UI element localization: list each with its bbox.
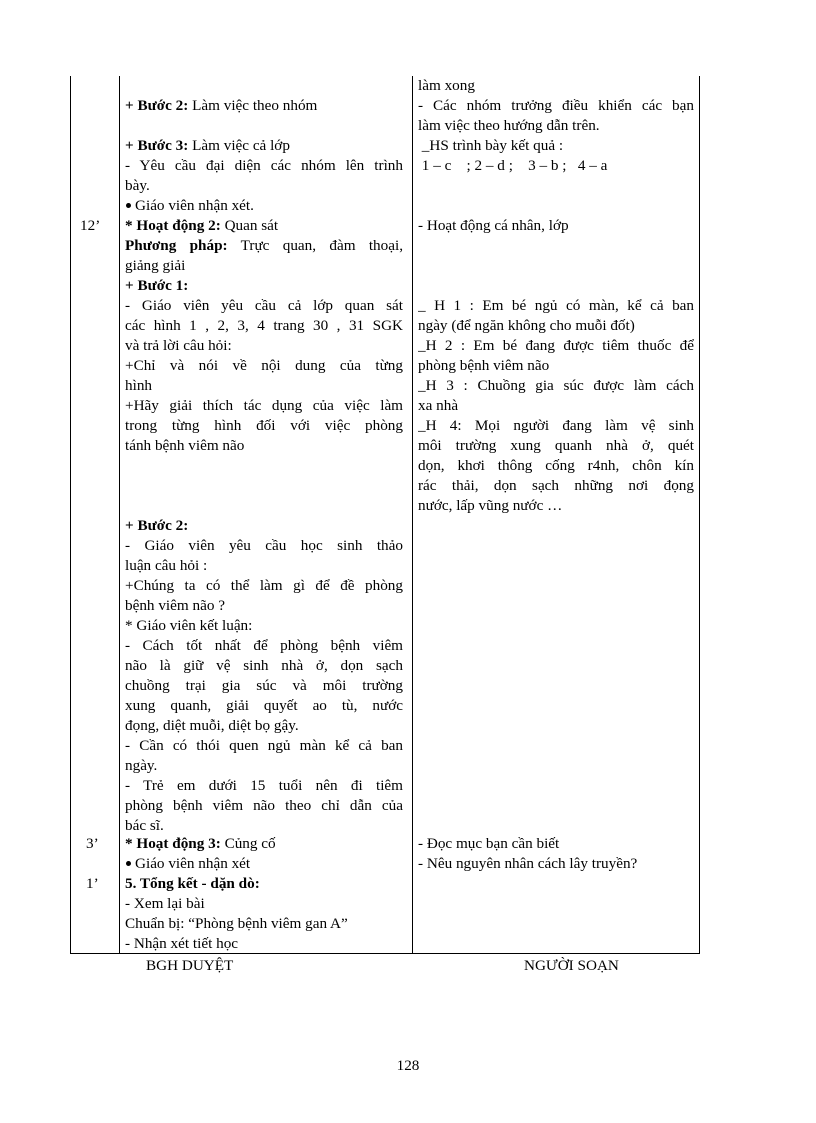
student-line: rác thải, dọn sạch những nơi đọng	[418, 477, 694, 494]
student-line: 1 – c ; 2 – d ; 3 – b ; 4 – a	[418, 157, 608, 174]
teacher-line: luận câu hỏi :	[125, 557, 208, 574]
time-cell: 1’	[86, 875, 99, 892]
student-line: _ H 1 : Em bé ngủ có màn, kể cả ban	[418, 297, 694, 314]
teacher-line: Giáo viên nhận xét.	[125, 196, 254, 216]
teacher-line: tánh bệnh viêm não	[125, 437, 245, 454]
teacher-line: não là giữ vệ sinh nhà ở, dọn sạch	[125, 657, 403, 674]
teacher-line: Giáo viên nhận xét	[125, 854, 250, 874]
student-line: làm xong	[418, 77, 475, 94]
teacher-line: - Xem lại bài	[125, 895, 205, 912]
student-line: - Đọc mục bạn cần biết	[418, 835, 560, 852]
teacher-line: - Nhận xét tiết học	[125, 935, 239, 952]
student-line: - Nêu nguyên nhân cách lây truyền?	[418, 855, 638, 872]
bullet-icon	[126, 203, 131, 208]
teacher-line: +Hãy giải thích tác dụng của việc làm	[125, 397, 403, 414]
teacher-line: - Yêu cầu đại diện các nhóm lên trình	[125, 157, 403, 174]
student-line: làm việc theo hướng dẫn trên.	[418, 117, 600, 134]
page-number: 128	[396, 1057, 420, 1074]
student-line: - Các nhóm trưởng điều khiển các bạn	[418, 97, 694, 114]
lesson-table	[70, 76, 700, 954]
teacher-line: chuồng trại gia súc và môi trường	[125, 677, 403, 694]
teacher-line: các hình 1 , 2, 3, 4 trang 30 , 31 SGK	[125, 317, 403, 334]
step-heading: + Bước 3: Làm việc cả lớp	[125, 137, 290, 154]
method-line: Phương pháp: Trực quan, đàm thoại,	[125, 237, 403, 254]
time-cell: 12’	[80, 217, 101, 234]
student-line: nước, lấp vũng nước …	[418, 497, 563, 514]
section-heading: 5. Tổng kết - dặn dò:	[125, 875, 260, 892]
teacher-line: - Cách tốt nhất để phòng bệnh viêm	[125, 637, 403, 654]
teacher-line: - Trẻ em dưới 15 tuổi nên đi tiêm	[125, 777, 403, 794]
student-line: dọn, khơi thông cống r4nh, chôn kín	[418, 457, 694, 474]
student-line: _HS trình bày kết quả :	[418, 137, 564, 154]
teacher-line: giảng giải	[125, 257, 186, 274]
student-line: _H 3 : Chuồng gia súc được làm cách	[418, 377, 694, 394]
teacher-line: +Chúng ta có thể làm gì để đề phòng	[125, 577, 403, 594]
table-border-right	[699, 76, 700, 954]
step-heading: + Bước 1:	[125, 277, 189, 294]
student-line: xa nhà	[418, 397, 459, 414]
student-line: _H 2 : Em bé đang được tiêm thuốc để	[418, 337, 694, 354]
table-border-left	[70, 76, 71, 954]
student-line: phòng bệnh viêm não	[418, 357, 550, 374]
signature-left: BGH DUYỆT	[146, 957, 234, 974]
teacher-line: bệnh viêm não ?	[125, 597, 225, 614]
step-heading: + Bước 2: Làm việc theo nhóm	[125, 97, 318, 114]
teacher-line: hình	[125, 377, 153, 394]
teacher-line: - Giáo viên yêu cầu cả lớp quan sát	[125, 297, 403, 314]
teacher-line: bày.	[125, 177, 150, 194]
student-line: môi trường xung quanh nhà ở, quét	[418, 437, 694, 454]
teacher-line: Chuẩn bị: “Phòng bệnh viêm gan A”	[125, 915, 348, 932]
student-line: _H 4: Mọi người đang làm vệ sinh	[418, 417, 694, 434]
activity-heading: * Hoạt động 3: Củng cố	[125, 835, 276, 852]
activity-heading: * Hoạt động 2: Quan sát	[125, 217, 279, 234]
teacher-line: +Chỉ và nói về nội dung của từng	[125, 357, 403, 374]
student-line: ngày (để ngăn không cho muỗi đốt)	[418, 317, 635, 334]
bullet-icon	[126, 861, 131, 866]
teacher-line: ngày.	[125, 757, 158, 774]
step-heading: + Bước 2:	[125, 517, 189, 534]
column-divider-time	[119, 76, 120, 954]
signature-right: NGƯỜI SOẠN	[524, 957, 619, 974]
column-divider-student	[412, 76, 413, 954]
teacher-line: * Giáo viên kết luận:	[125, 617, 253, 634]
teacher-line: - Cần có thói quen ngủ màn kể cả ban	[125, 737, 403, 754]
teacher-line: trong từng hình đối với việc phòng	[125, 417, 403, 434]
teacher-line: - Giáo viên yêu cầu học sinh thảo	[125, 537, 403, 554]
teacher-line: và trả lời câu hỏi:	[125, 337, 232, 354]
teacher-line: phòng bệnh viêm não theo chỉ dẫn của	[125, 797, 403, 814]
student-line: - Hoạt động cá nhân, lớp	[418, 217, 569, 234]
teacher-line: xung quanh, giải quyết ao tù, nước	[125, 697, 403, 714]
teacher-line: đọng, diệt muỗi, diệt bọ gậy.	[125, 717, 299, 734]
time-cell: 3’	[86, 835, 99, 852]
teacher-line: bác sĩ.	[125, 817, 164, 834]
